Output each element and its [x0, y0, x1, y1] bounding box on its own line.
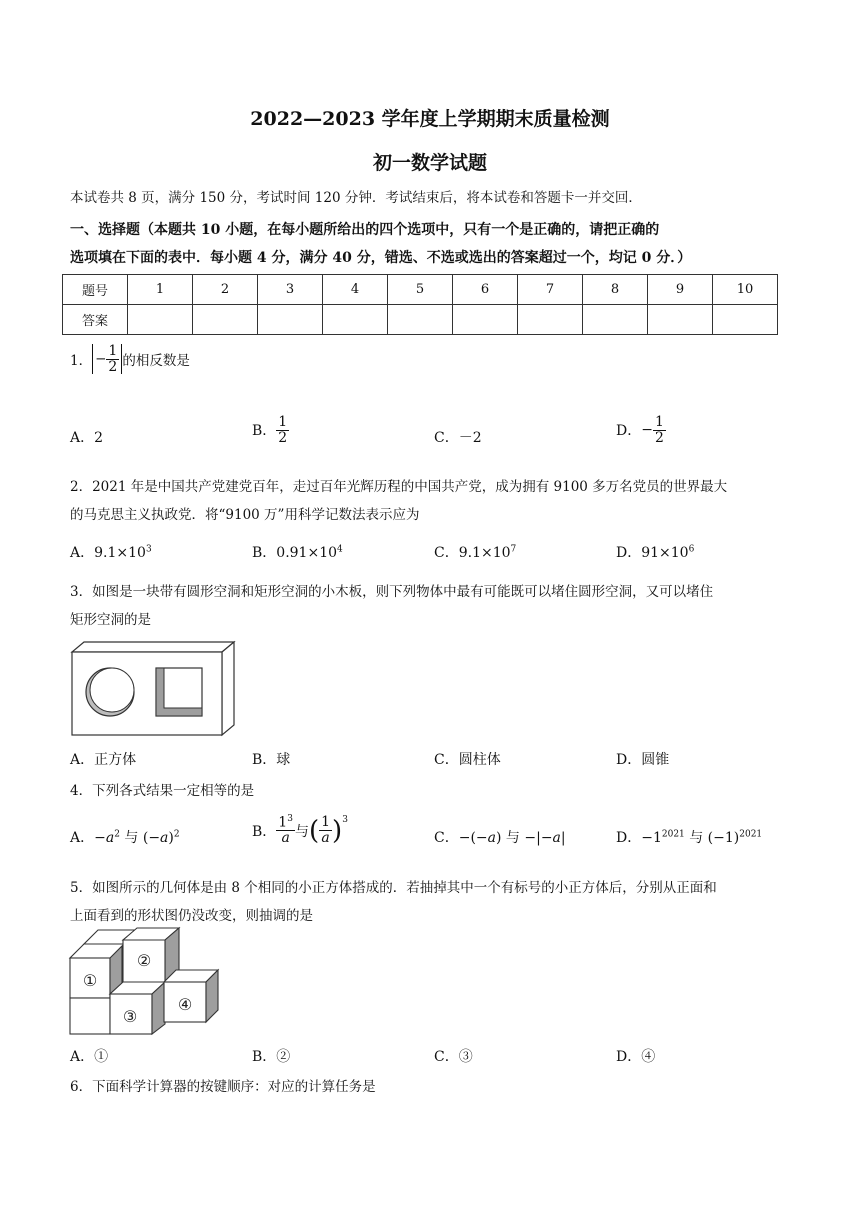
- answer-table-number-row: [63, 275, 778, 305]
- q2-option-a[interactable]: A．$9.1\times 10^3$: [70, 544, 152, 561]
- fraction: $\frac{1}{2}$: [278, 414, 288, 446]
- q3-option-c[interactable]: C．圆柱体: [434, 752, 501, 768]
- q2-option-d[interactable]: D．$91\times 10^6$: [616, 544, 695, 561]
- answer-cell[interactable]: [193, 305, 258, 335]
- q4-text: 4．下列各式结果一定相等的是: [70, 783, 255, 799]
- table-cell-number: 3: [258, 275, 323, 305]
- answer-cell[interactable]: [388, 305, 453, 335]
- table-cell-number: 7: [518, 275, 583, 305]
- q4-option-b[interactable]: B． $\frac{1^3}{a}$ 与 ( $\frac{1}{a}$ ) $^3$: [252, 814, 348, 847]
- q2-option-b[interactable]: B．$0.91\times 10^4$: [252, 544, 343, 561]
- section-heading-line2: 选项填在下面的表中．每小题 4 分，满分 40 分，错选、不选或选出的答案超过一个，均记 0 分．）: [70, 250, 692, 266]
- table-cell-header: 答案: [63, 305, 128, 335]
- exam-title: 2022—2023 学年度上学期期末质量检测: [250, 108, 610, 130]
- q2-text-line1: 2．2021 年是中国共产党建党百年，走过百年光辉历程的中国共产党，成为拥有 9100 多万名党员的世界最大: [70, 479, 728, 495]
- answer-cell[interactable]: [323, 305, 388, 335]
- answer-table: [62, 274, 778, 335]
- answer-cell[interactable]: [648, 305, 713, 335]
- table-cell-number: 9: [648, 275, 713, 305]
- cube-label-1: ①: [82, 971, 98, 990]
- section-heading-line1: 一、选择题（本题共 10 小题，在每小题所给出的四个选项中，只有一个是正确的，请把正确的: [70, 222, 660, 238]
- answer-cell[interactable]: [583, 305, 648, 335]
- q1-text: 的相反数是: [122, 353, 190, 370]
- cube-label-4: ④: [177, 995, 193, 1014]
- q3-text-line2: 矩形空洞的是: [70, 612, 151, 628]
- table-cell-number: 1: [128, 275, 193, 305]
- cube-label-3: ③: [122, 1007, 138, 1026]
- q3-option-b[interactable]: B．球: [252, 752, 291, 768]
- q5-option-c[interactable]: C．③: [434, 1049, 473, 1065]
- q1-option-a[interactable]: A．2: [70, 430, 104, 446]
- cube-stack-figure: [68, 926, 224, 1038]
- q6-text: 6．下面科学计算器的按键顺序：对应的计算任务是: [70, 1079, 376, 1095]
- intro-text: 本试卷共 8 页，满分 150 分，考试时间 120 分钟．考试结束后，将本试卷和答题卡一并交回．: [70, 190, 642, 206]
- q4-option-a[interactable]: A．$-a^2$ 与 $(-a)^2$: [70, 829, 180, 846]
- q1-number: 1．: [70, 353, 93, 370]
- q2-option-c[interactable]: C．$9.1\times 10^7$: [434, 544, 517, 561]
- q2-text-line2: 的马克思主义执政党．将“9100 万”用科学记数法表示应为: [70, 507, 420, 523]
- answer-table-answer-row: [63, 305, 778, 335]
- answer-cell[interactable]: [518, 305, 583, 335]
- q5-option-b[interactable]: B．②: [252, 1049, 291, 1065]
- table-cell-number: 5: [388, 275, 453, 305]
- q4-option-c[interactable]: C．−(−a) 与 −|−a|: [434, 830, 566, 846]
- abs-value-expression: − $\frac{1}{2}$: [92, 344, 122, 374]
- q3-option-a[interactable]: A．正方体: [70, 752, 137, 768]
- table-cell-number: 6: [453, 275, 518, 305]
- answer-cell[interactable]: [258, 305, 323, 335]
- cube-label-2: ②: [136, 951, 152, 970]
- q5-text-line1: 5．如图所示的几何体是由 8 个相同的小正方体搭成的．若抽掉其中一个有标号的小正方体后，分别从正面和: [70, 880, 717, 896]
- q3-text-line1: 3．如图是一块带有圆形空洞和矩形空洞的小木板，则下列物体中最有可能既可以堵住圆形空洞，又可以堵住: [70, 584, 714, 600]
- q5-option-a[interactable]: A．①: [70, 1049, 109, 1065]
- answer-cell[interactable]: [128, 305, 193, 335]
- q3-option-d[interactable]: D．圆锥: [616, 752, 670, 768]
- q1-option-d[interactable]: D． − $\frac{1}{2}$: [616, 414, 664, 446]
- q1-option-b[interactable]: B． $\frac{1}{2}$: [252, 414, 288, 446]
- fraction: $\frac{1}{2}$: [108, 343, 118, 375]
- q1-option-c[interactable]: C．－2: [434, 430, 482, 446]
- table-cell-number: 2: [193, 275, 258, 305]
- answer-cell[interactable]: [453, 305, 518, 335]
- q5-text-line2: 上面看到的形状图仍没改变，则抽调的是: [70, 908, 313, 924]
- table-cell-number: 4: [323, 275, 388, 305]
- q5-option-d[interactable]: D．④: [616, 1049, 656, 1065]
- answer-cell[interactable]: [713, 305, 778, 335]
- table-cell-number: 10: [713, 275, 778, 305]
- fraction: $\frac{1}{2}$: [654, 414, 664, 446]
- wooden-board-figure: [70, 640, 238, 740]
- question-1: [70, 344, 190, 374]
- q4-option-d[interactable]: D．$-1^{2021}$ 与 $(-1)^{2021}$: [616, 829, 763, 846]
- table-cell-number: 8: [583, 275, 648, 305]
- table-cell-header: 题号: [63, 275, 128, 305]
- exam-subtitle: 初一数学试题: [372, 152, 487, 174]
